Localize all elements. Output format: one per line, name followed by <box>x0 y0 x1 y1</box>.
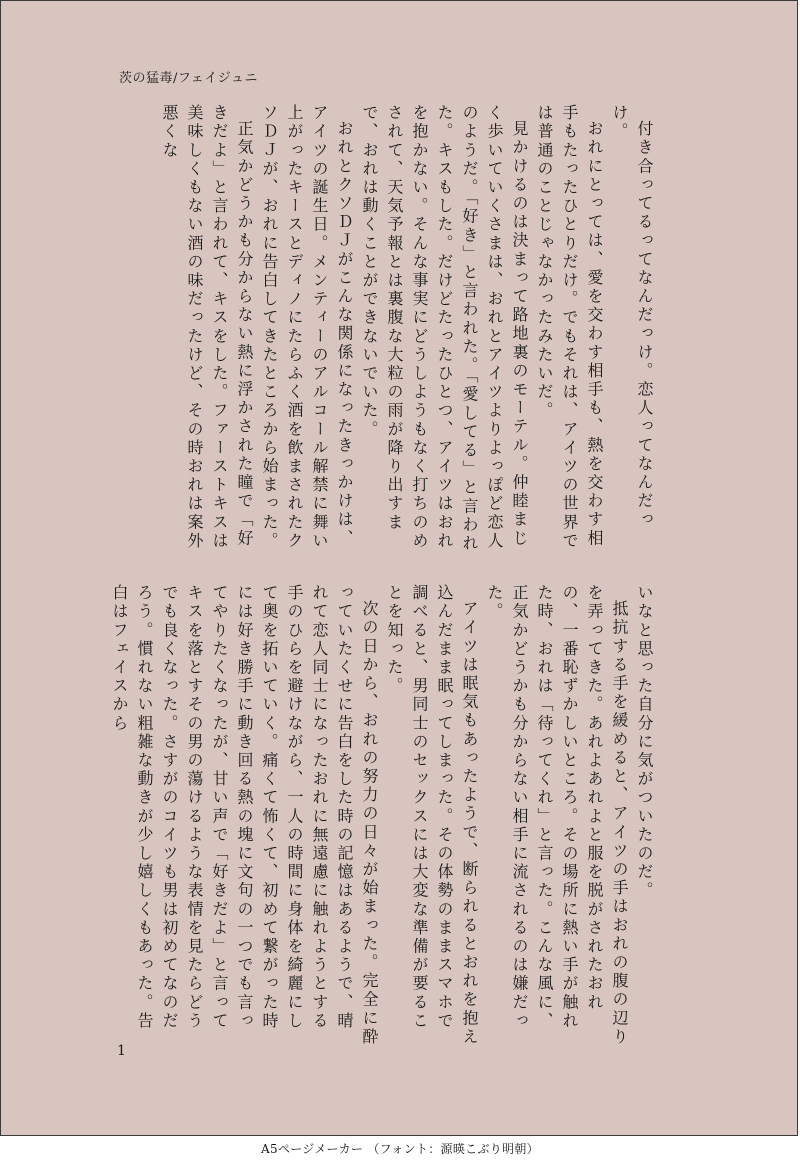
paragraph: アイツは眠気もあったようで、断られるとおれを抱え込んだまま眠ってしまった。その体勢のままスマホで調べると、男同士のセックスには大変な準備が要ることを知った。 <box>385 584 479 1047</box>
paragraph: 付き合ってるってなんだっけ。恋人ってなんだっけ。 <box>610 104 654 530</box>
upper-text-column <box>117 104 657 564</box>
paragraph: 抵抗する手を緩めると、アイツの手はおれの腹の辺りを弄ってきた。あれよあれよと服を脱がされたおれの、一番恥ずかしいところ。その場所に熱い手が触れた時、おれは「待ってくれ」と言った。こんな風に、正気かどうかも分からない相手に流されるのは嫌だった。 <box>485 584 629 1047</box>
paragraph: おれとクソＤＪがこんな関係になったきっかけは、アイツの誕生日。メンティーのアルコール解禁に舞い上がったキースとディノにたらふく酒を飲まされたクソＤＪが、おれに告白してきたところから始まった。 <box>260 104 354 551</box>
paragraph: 見かけるのは決まって路地裏のモーテル。仲睦まじく歩いていくさまは、おれとアイツよりよっぽど恋人のようだ。「好き」と言われた。「愛してる」と言われた。キスもした。だけどたったひとつ、アイツはおれを抱かない。そんな事実にどうしようもなく打ちのめされて、天気予報とは裏腹な大粒の雨が降り出すまで、おれは動くことができないでいた。 <box>360 104 529 553</box>
paragraph: おれにとっては、愛を交わす相手も、熱を交わす相手もたったひとりだけ。でもそれは、アイツの世界では普通のことじゃなかったみたいだ。 <box>535 104 604 551</box>
paragraph: 正気かどうかも分からない熱に浮かされた瞳で「好きだよ」と言われて、キスをした。ファーストキスは美味しくもない酒の味だったけど、その時おれは案外悪くな <box>160 104 254 551</box>
paragraph: 次の日から、おれの努力の日々が始まった。完全に酔っていたくせに告白をした時の記憶はあるようで、晴れて恋人同士になったおれに無遠慮に触れようとする手のひらを避けながら、一人の時間に身体を綺麗にして奥を拓いていく。痛くて怖くて、初めて繋がった時には好き勝手に動き回る熱の塊に文句の一つでも言ってやりたくなったが、甘い声で「好きだよ」と言ってキスを落とすその男の蕩けるような表情を見たらどうでも良くなった。さすがのコイツも男は初めてなのだろう。慣れない粗雑な動きが少し嬉しくもあった。告白はフェイスから <box>110 584 379 1047</box>
footer-caption: A5ページメーカー （フォント：源暎こぶり明朝） <box>261 1142 539 1156</box>
lower-text-column <box>110 584 657 1047</box>
page-number: 1 <box>117 1043 126 1059</box>
running-head-title: 茨の猛毒/フェイジュニ <box>119 71 258 86</box>
paragraph: いなと思った自分に気がついたのだ。 <box>635 584 654 901</box>
